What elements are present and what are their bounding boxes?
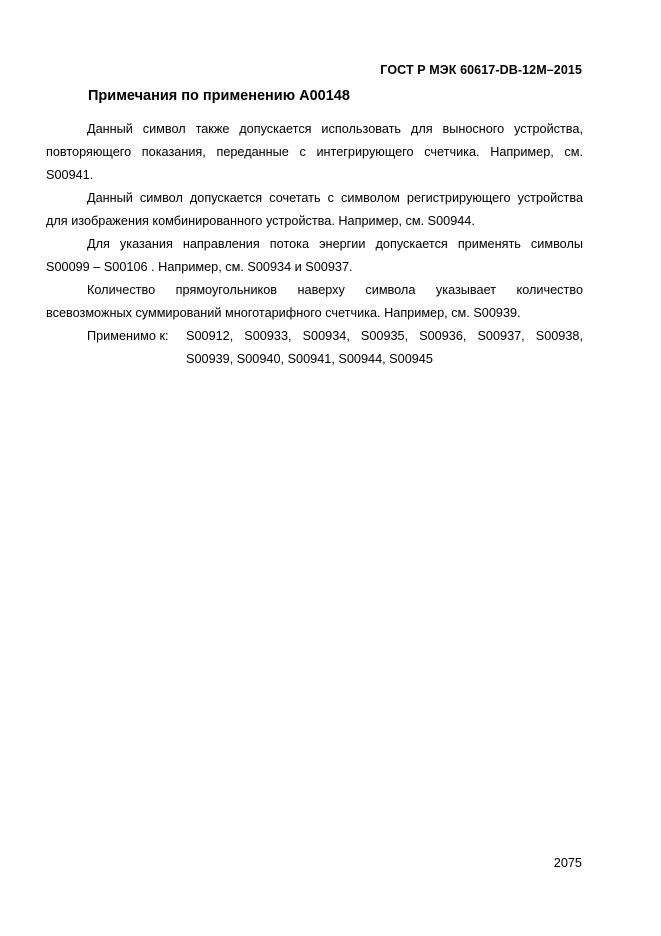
applicable-to-row [46, 325, 583, 371]
document-body [46, 118, 583, 371]
paragraph-remote-device: Данный символ также допускается использовать для выносного устройства, повторяющего показания, переданные с интегрирующего счетчика. Например, см. S00941. [46, 122, 583, 182]
applicable-to-list: S00912, S00933, S00934, S00935, S00936, S00937, S00938, S00939, S00940, S00941, S00944, S00945 [186, 329, 583, 366]
section-title: Примечания по применению A00148 [88, 88, 350, 104]
paragraph-multi-tariff: Количество прямоугольников наверху символа указывает количество всевозможных суммирований многотарифного счетчика. Например, см. S00939. [46, 283, 583, 320]
paragraph-energy-direction: Для указания направления потока энергии допускается применять символы S00099 – S00106 . Например, см. S00934 и S00937. [46, 237, 583, 274]
paragraph-combined-device: Данный символ допускается сочетать с символом регистрирующего устройства для изображения комбинированного устройства. Например, см. S00944. [46, 191, 583, 228]
applicable-to-label: Применимо к: [87, 329, 169, 343]
standard-designation: ГОСТ Р МЭК 60617-DB-12M–2015 [380, 63, 582, 77]
page-number: 2075 [553, 856, 582, 870]
